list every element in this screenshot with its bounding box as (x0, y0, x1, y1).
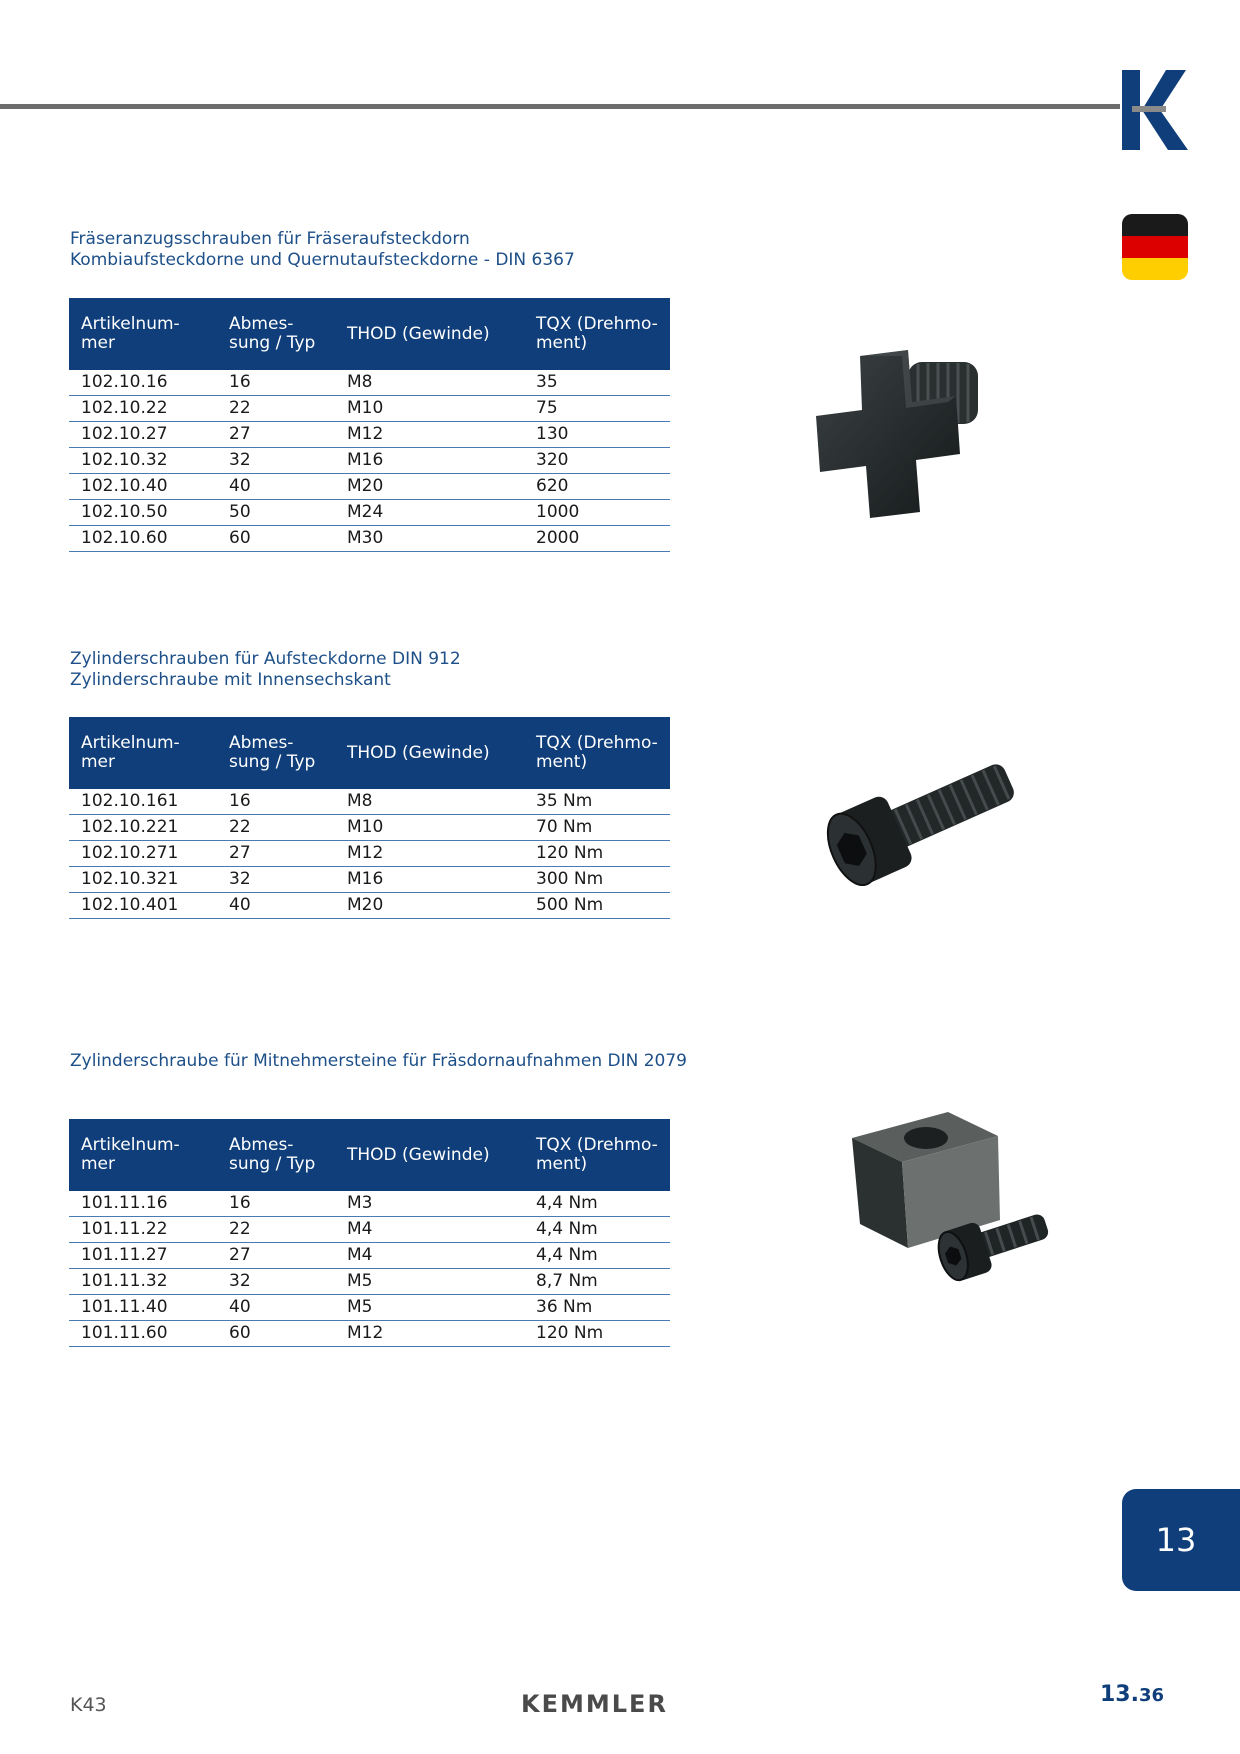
table-row (69, 448, 670, 474)
cell-torque: 8,7 Nm (524, 1269, 670, 1295)
cell-thread: M20 (335, 893, 524, 919)
cell-thread: M8 (335, 789, 524, 815)
table-row (69, 474, 670, 500)
cell-size: 16 (217, 370, 335, 396)
cell-thread: M5 (335, 1295, 524, 1321)
section-2-table (69, 717, 670, 919)
cell-torque: 70 Nm (524, 815, 670, 841)
table-row (69, 1243, 670, 1269)
kemmler-k-logo-icon (1120, 70, 1188, 150)
column-header-size: Abmes- sung / Typ (217, 1119, 335, 1191)
cell-thread: M10 (335, 396, 524, 422)
cell-thread: M8 (335, 370, 524, 396)
table-row (69, 1295, 670, 1321)
section-1-title-line1: Fräseranzugsschrauben für Fräseraufsteckdorn (70, 229, 470, 249)
column-header-article: Artikelnum- mer (69, 298, 217, 370)
cell-size: 40 (217, 893, 335, 919)
cell-article: 101.11.22 (69, 1217, 217, 1243)
page-number-minor: 36 (1138, 1685, 1165, 1706)
section-2-title-line1: Zylinderschrauben für Aufsteckdorne DIN 912 (70, 649, 461, 669)
cell-article: 102.10.271 (69, 841, 217, 867)
cell-article: 102.10.60 (69, 526, 217, 552)
cell-thread: M5 (335, 1269, 524, 1295)
cell-size: 27 (217, 841, 335, 867)
cell-size: 40 (217, 474, 335, 500)
cell-thread: M10 (335, 815, 524, 841)
page-number-major: 13. (1100, 1682, 1139, 1707)
table-row (69, 370, 670, 396)
cell-thread: M16 (335, 448, 524, 474)
cell-article: 102.10.50 (69, 500, 217, 526)
cell-article: 102.10.221 (69, 815, 217, 841)
cell-size: 16 (217, 1191, 335, 1217)
column-header-size: Abmes- sung / Typ (217, 298, 335, 370)
cell-article: 102.10.40 (69, 474, 217, 500)
cell-torque: 120 Nm (524, 1321, 670, 1347)
column-header-torque: TQX (Drehmo- ment) (524, 717, 670, 789)
table-row (69, 1191, 670, 1217)
cell-thread: M12 (335, 841, 524, 867)
column-header-thread: THOD (Gewinde) (335, 1119, 524, 1191)
cell-size: 22 (217, 1217, 335, 1243)
column-header-article: Artikelnum- mer (69, 1119, 217, 1191)
section-3-title (70, 1051, 687, 1072)
cell-article: 102.10.401 (69, 893, 217, 919)
cell-article: 102.10.16 (69, 370, 217, 396)
table-row (69, 422, 670, 448)
table-row (69, 867, 670, 893)
table-row (69, 893, 670, 919)
table-row (69, 1321, 670, 1347)
cell-article: 102.10.22 (69, 396, 217, 422)
cell-article: 101.11.40 (69, 1295, 217, 1321)
cell-torque: 130 (524, 422, 670, 448)
cell-size: 32 (217, 448, 335, 474)
chapter-tab-label: 13 (1155, 1521, 1197, 1559)
cell-article: 101.11.60 (69, 1321, 217, 1347)
cell-torque: 4,4 Nm (524, 1217, 670, 1243)
cell-size: 27 (217, 1243, 335, 1269)
section-1-title (70, 229, 575, 271)
table-row (69, 500, 670, 526)
cell-article: 101.11.16 (69, 1191, 217, 1217)
germany-flag-icon (1122, 214, 1188, 280)
cell-thread: M4 (335, 1217, 524, 1243)
cell-torque: 2000 (524, 526, 670, 552)
section-1-table (69, 298, 670, 552)
cell-torque: 4,4 Nm (524, 1243, 670, 1269)
column-header-thread: THOD (Gewinde) (335, 717, 524, 789)
cell-torque: 500 Nm (524, 893, 670, 919)
table-row (69, 526, 670, 552)
cell-thread: M20 (335, 474, 524, 500)
cell-torque: 35 (524, 370, 670, 396)
cell-size: 16 (217, 789, 335, 815)
cell-torque: 36 Nm (524, 1295, 670, 1321)
cell-torque: 35 Nm (524, 789, 670, 815)
cell-size: 50 (217, 500, 335, 526)
chapter-tab[interactable] (1122, 1489, 1240, 1591)
cell-thread: M4 (335, 1243, 524, 1269)
cell-thread: M24 (335, 500, 524, 526)
cell-torque: 120 Nm (524, 841, 670, 867)
cell-thread: M16 (335, 867, 524, 893)
cell-size: 40 (217, 1295, 335, 1321)
column-header-thread: THOD (Gewinde) (335, 298, 524, 370)
section-3-table (69, 1119, 670, 1347)
page-number (1100, 1682, 1164, 1707)
column-header-article: Artikelnum- mer (69, 717, 217, 789)
table-row (69, 841, 670, 867)
footer-brand: KEMMLER (521, 1690, 668, 1718)
cell-torque: 4,4 Nm (524, 1191, 670, 1217)
cell-article: 102.10.27 (69, 422, 217, 448)
footer-catalog-code: K43 (70, 1694, 107, 1716)
table-row (69, 1217, 670, 1243)
section-2-title (70, 649, 461, 691)
cross-key-screw-icon (808, 350, 988, 522)
cell-thread: M12 (335, 1321, 524, 1347)
cell-size: 22 (217, 815, 335, 841)
column-header-torque: TQX (Drehmo- ment) (524, 1119, 670, 1191)
cell-size: 22 (217, 396, 335, 422)
cell-size: 27 (217, 422, 335, 448)
cell-article: 102.10.161 (69, 789, 217, 815)
section-2-title-line2: Zylinderschraube mit Innensechskant (70, 670, 391, 690)
table-row (69, 396, 670, 422)
cell-thread: M12 (335, 422, 524, 448)
cell-article: 101.11.32 (69, 1269, 217, 1295)
cell-torque: 75 (524, 396, 670, 422)
cell-size: 60 (217, 1321, 335, 1347)
cell-torque: 300 Nm (524, 867, 670, 893)
cell-thread: M3 (335, 1191, 524, 1217)
header-rule (0, 104, 1120, 109)
table-row (69, 815, 670, 841)
cell-torque: 320 (524, 448, 670, 474)
section-3-title-line1: Zylinderschraube für Mitnehmersteine für Fräsdornaufnahmen DIN 2079 (70, 1051, 687, 1071)
drive-key-block-with-screw-icon (848, 1108, 1058, 1290)
section-1-title-line2: Kombiaufsteckdorne und Quernutaufsteckdorne - DIN 6367 (70, 250, 575, 270)
cell-torque: 620 (524, 474, 670, 500)
table-row (69, 1269, 670, 1295)
cell-size: 32 (217, 867, 335, 893)
cell-article: 101.11.27 (69, 1243, 217, 1269)
cell-size: 32 (217, 1269, 335, 1295)
cell-thread: M30 (335, 526, 524, 552)
cell-article: 102.10.321 (69, 867, 217, 893)
table-row (69, 789, 670, 815)
cell-torque: 1000 (524, 500, 670, 526)
column-header-size: Abmes- sung / Typ (217, 717, 335, 789)
cell-size: 60 (217, 526, 335, 552)
socket-head-cap-screw-icon (818, 756, 1024, 886)
column-header-torque: TQX (Drehmo- ment) (524, 298, 670, 370)
cell-article: 102.10.32 (69, 448, 217, 474)
